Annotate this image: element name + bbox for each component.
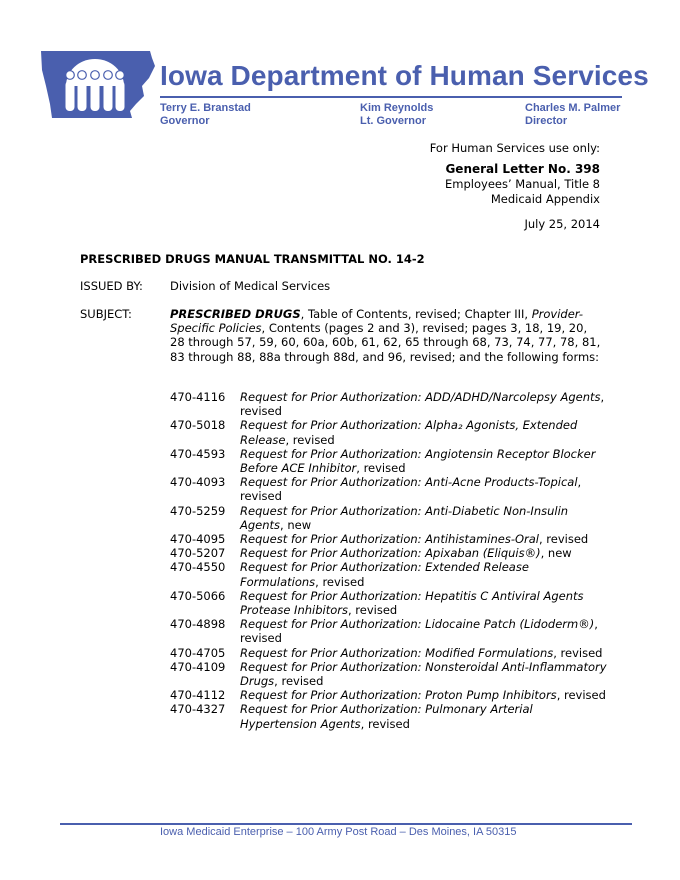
header-divider — [160, 96, 622, 98]
form-status: , revised — [539, 532, 589, 547]
form-description — [240, 390, 610, 418]
form-number: 470-4327 — [170, 702, 226, 717]
form-status: , revised — [240, 617, 598, 646]
form-title: Request for Prior Authorization: Anti-Acne Products-Topical — [240, 475, 578, 490]
form-number: 470-4593 — [170, 446, 226, 461]
form-title: Request for Prior Authorization: Nonsteroidal Anti-Inflammatory Drugs — [240, 659, 607, 689]
form-number: 470-5066 — [170, 588, 226, 603]
form-title: Request for Prior Authorization: Proton Pump Inhibitors — [240, 688, 557, 703]
form-description — [240, 560, 610, 588]
iowa-dhs-logo — [38, 48, 156, 120]
form-status: , revised — [356, 461, 406, 476]
form-title: Request for Prior Authorization: Extended Release Formulations — [240, 560, 529, 589]
form-status: , new — [280, 517, 312, 532]
form-status: , revised — [274, 674, 324, 689]
governor-title: Governor — [160, 115, 210, 127]
form-row — [170, 660, 610, 688]
form-title: Request for Prior Authorization: Pulmonary Arterial Hypertension Agents — [240, 702, 533, 731]
manual-title: Employees’ Manual, Title 8 — [445, 177, 600, 191]
transmittal-title: PRESCRIBED DRUGS MANUAL TRANSMITTAL NO. 14-2 — [80, 252, 425, 266]
form-row — [170, 418, 610, 446]
governor-name: Terry E. Branstad — [160, 102, 251, 114]
form-description — [240, 617, 610, 645]
form-title: Request for Prior Authorization: Antihistamines-Oral — [240, 532, 539, 547]
subject-text — [170, 307, 602, 364]
form-status: , revised — [315, 574, 365, 589]
form-title: Request for Prior Authorization: Anti-Diabetic Non-Insulin Agents — [240, 503, 569, 532]
form-number: 470-4550 — [170, 560, 226, 575]
form-description — [240, 589, 610, 617]
form-number: 470-4705 — [170, 645, 226, 660]
form-description — [240, 546, 610, 560]
form-row — [170, 702, 610, 730]
form-status: , revised — [285, 432, 335, 447]
form-title: Request for Prior Authorization: Hepatitis C Antiviral Agents Protease Inhibitors — [240, 588, 584, 618]
form-title: Request for Prior Authorization: Modified Formulations — [240, 645, 554, 660]
issued-by-value: Division of Medical Services — [170, 279, 331, 293]
forms-list — [170, 390, 610, 731]
form-number: 470-4093 — [170, 475, 226, 490]
form-status: , revised — [360, 716, 410, 731]
form-row — [170, 688, 610, 702]
lt-governor-name: Kim Reynolds — [360, 102, 434, 114]
form-description — [240, 532, 610, 546]
form-number: 470-4109 — [170, 659, 226, 674]
form-row — [170, 504, 610, 532]
form-number: 470-5018 — [170, 418, 226, 433]
form-title: Request for Prior Authorization: Alpha₂ Agonists, Extended Release — [240, 418, 578, 447]
form-status: , new — [540, 546, 572, 561]
form-row — [170, 390, 610, 418]
subject-text-2: , Contents (pages 2 and 3), revised; pages 3, 18, 19, 20, 28 through 57, 59, 60, 60a, 60b, 61, 62, 65 through 68, 73, 74, 77, 78, 81, 83 through 88, 88a through 88d, and 96, revised; and the following forms: — [170, 321, 601, 364]
general-letter-block — [445, 162, 600, 207]
governor-block — [160, 102, 251, 128]
form-status: , revised — [347, 603, 398, 618]
form-description — [240, 475, 610, 503]
form-description — [240, 504, 610, 532]
use-only-note: For Human Services use only: — [429, 141, 600, 155]
form-description — [240, 447, 610, 475]
form-row — [170, 617, 610, 645]
form-status: , revised — [240, 475, 582, 504]
form-number: 470-5207 — [170, 546, 226, 561]
form-title: Request for Prior Authorization: ADD/ADHD/Narcolepsy Agents — [240, 390, 601, 404]
form-number: 470-4898 — [170, 617, 226, 632]
form-row — [170, 475, 610, 503]
agency-name: Iowa Department of Human Services — [160, 60, 649, 91]
footer-address: Iowa Medicaid Enterprise – 100 Army Post Road – Des Moines, IA 50315 — [160, 826, 517, 838]
form-row — [170, 560, 610, 588]
appendix-title: Medicaid Appendix — [490, 192, 600, 206]
subject-chapter: Provider-Specific Policies — [170, 307, 584, 336]
form-description — [240, 646, 610, 660]
form-number: 470-4095 — [170, 532, 226, 547]
form-title: Request for Prior Authorization: Angiotensin Receptor Blocker Before ACE Inhibitor — [240, 446, 596, 476]
form-title: Request for Prior Authorization: Apixaban (Eliquis®) — [240, 546, 541, 561]
form-row — [170, 532, 610, 546]
form-description — [240, 660, 610, 688]
director-name: Charles M. Palmer — [525, 102, 621, 114]
form-number: 470-4112 — [170, 688, 226, 703]
form-number: 470-4116 — [170, 390, 226, 404]
form-status: , revised — [240, 390, 605, 419]
form-row — [170, 646, 610, 660]
form-status: , revised — [556, 688, 606, 703]
form-row — [170, 589, 610, 617]
footer-divider — [60, 823, 632, 825]
director-title: Director — [525, 115, 568, 127]
form-row — [170, 447, 610, 475]
letter-date: July 25, 2014 — [524, 217, 600, 231]
general-letter-number: General Letter No. 398 — [445, 162, 600, 176]
director-block — [525, 102, 620, 128]
subject-text-1: , Table of Contents, revised; Chapter III, — [300, 307, 532, 321]
lt-governor-title: Lt. Governor — [360, 115, 427, 127]
form-row — [170, 546, 610, 560]
form-title: Request for Prior Authorization: Lidocaine Patch (Lidoderm®) — [240, 617, 595, 632]
form-status: , revised — [553, 645, 603, 660]
issued-by-label: ISSUED BY: — [80, 279, 143, 293]
form-description — [240, 418, 610, 446]
form-number: 470-5259 — [170, 503, 226, 518]
subject-lead: PRESCRIBED DRUGS — [170, 307, 301, 321]
form-description — [240, 702, 610, 730]
lt-governor-block — [360, 102, 433, 128]
subject-label: SUBJECT: — [80, 307, 132, 321]
form-description — [240, 688, 610, 702]
